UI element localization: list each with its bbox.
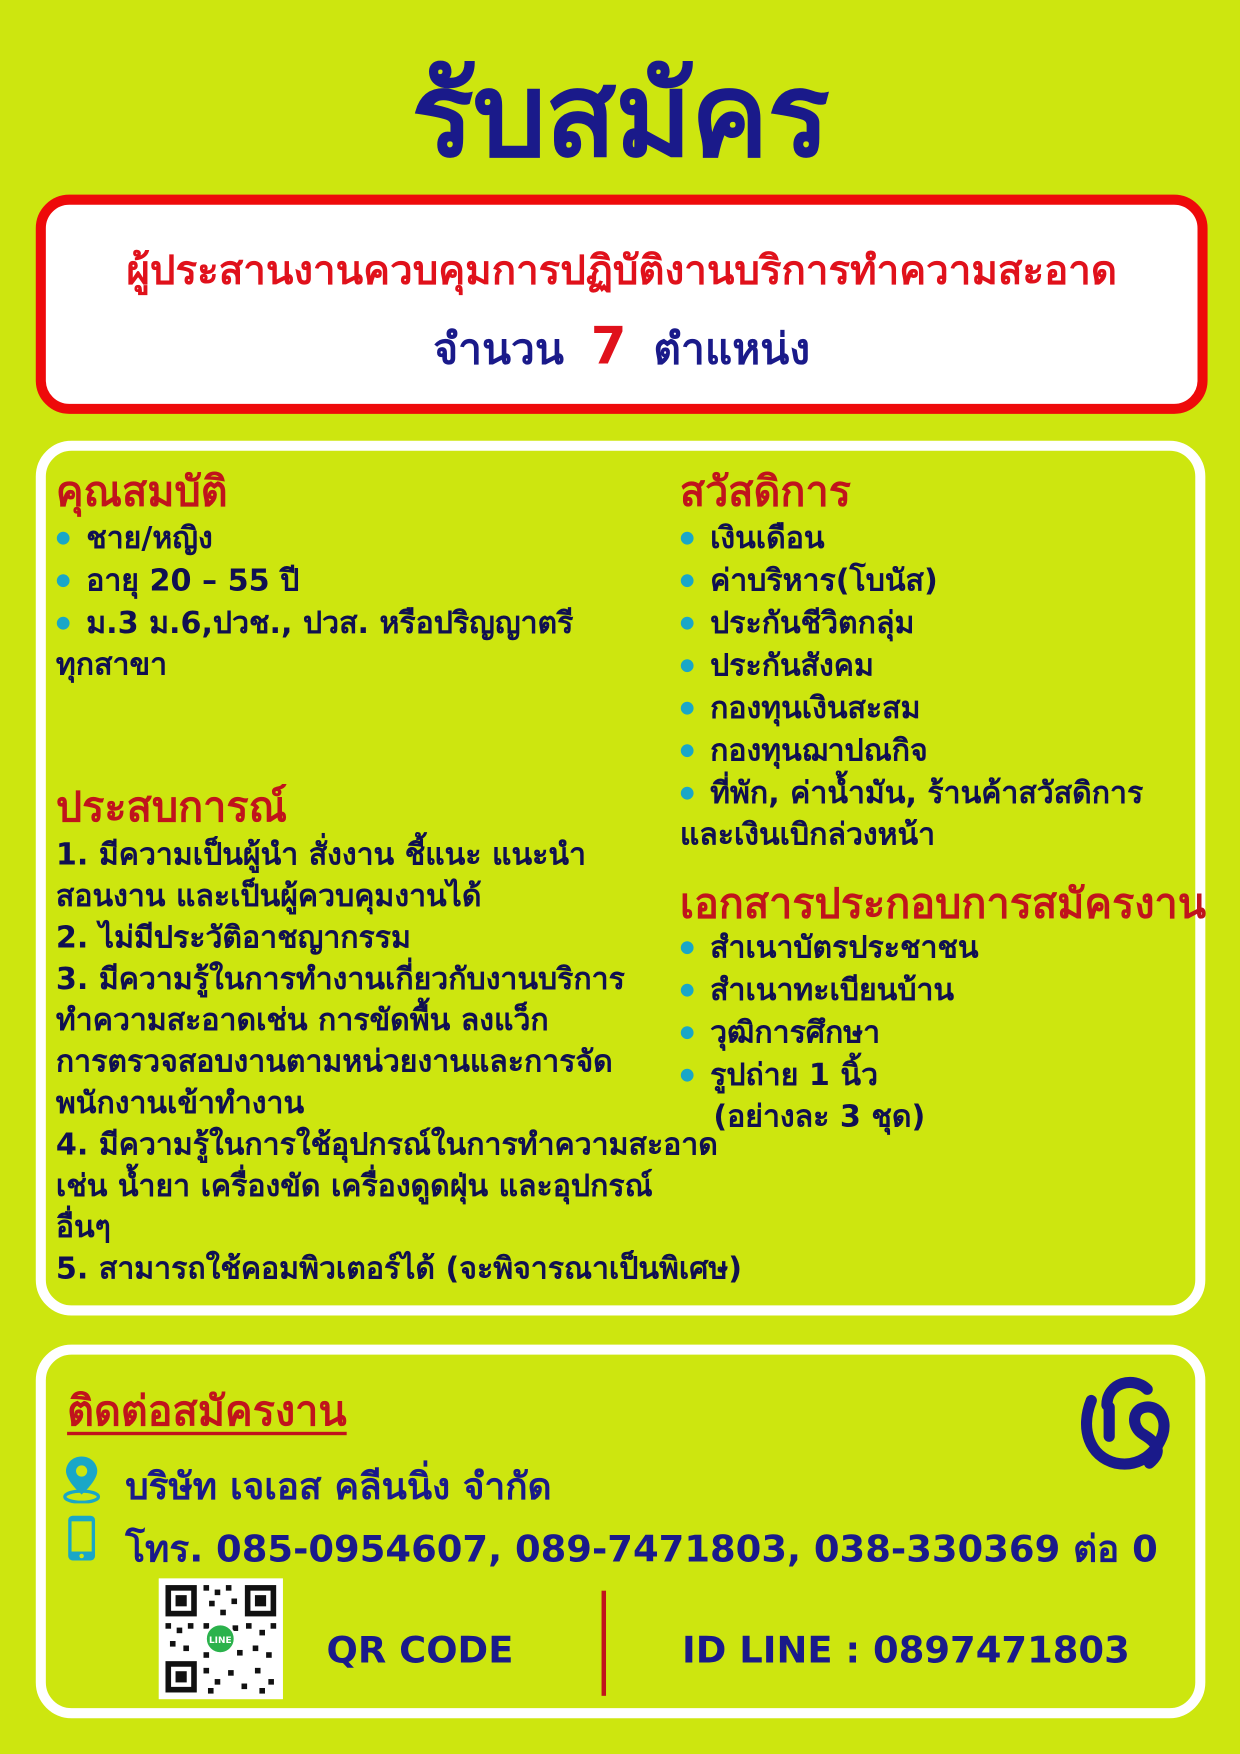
list-item: ● เงินเดือน	[680, 517, 1143, 560]
list-item-continued: ทุกสาขา	[55, 647, 168, 683]
qr-line-badge: LINE	[208, 1636, 232, 1647]
job-box	[36, 195, 1208, 414]
list-item: พนักงานเข้าทำงาน	[55, 1086, 305, 1121]
list-item: สอนงาน และเป็นผู้ควบคุมงานได้	[55, 879, 482, 914]
welfare-heading: สวัสดิการ	[679, 467, 851, 516]
qualifications-heading: คุณสมบัติ	[55, 467, 228, 516]
qualifications-list	[56, 517, 573, 686]
list-item: 2. ไม่มีประวัติอาชญากรรม	[55, 920, 411, 956]
list-item: ● สำเนาบัตรประชาชน	[680, 926, 979, 969]
job-count-prefix: จำนวน	[433, 324, 564, 374]
experience-list	[56, 834, 742, 1289]
list-item: 4. มีความรู้ในการใช้อุปกรณ์ในการทำความสะอาด	[55, 1127, 718, 1163]
welfare-list	[680, 517, 1143, 856]
company-logo	[1069, 1367, 1176, 1474]
experience-heading: ประสบการณ์	[55, 783, 288, 832]
line-id[interactable]: ID LINE : 0897471803	[682, 1627, 1130, 1672]
qr-code-label: QR CODE	[326, 1627, 514, 1672]
company-name: บริษัท เจเอส คลีนนิ่ง จำกัด	[125, 1464, 552, 1508]
list-item: ● ค่าบริหาร(โบนัส)	[680, 559, 1143, 602]
job-count-number: 7	[590, 315, 627, 376]
contact-heading: ติดต่อสมัครงาน	[67, 1387, 347, 1436]
list-item: 5. สามารถใช้คอมพิวเตอร์ได้ (จะพิจารณาเป็นพิเศษ)	[55, 1251, 743, 1287]
list-item-continued: และเงินเบิกล่วงหน้า	[679, 817, 936, 853]
documents-heading: เอกสารประกอบการสมัครงาน	[679, 879, 1207, 928]
phone-numbers[interactable]: โทร. 085-0954607, 089-7471803, 038-330369 ต่อ 0	[125, 1526, 1158, 1571]
divider	[602, 1591, 606, 1696]
list-item: ● ม.3 ม.6,ปวช., ปวส. หรือปริญญาตรี	[56, 602, 573, 645]
list-item: ● สำเนาทะเบียนบ้าน	[680, 969, 979, 1012]
list-item-continued: (อย่างละ 3 ชุด)	[713, 1099, 926, 1135]
job-count	[46, 314, 1198, 382]
list-item: ● อายุ 20 – 55 ปี	[56, 559, 573, 602]
list-item: ● ชาย/หญิง	[56, 517, 573, 560]
job-position: ผู้ประสานงานควบคุมการปฏิบัติงานบริการทำความสะอาด	[126, 248, 1118, 295]
list-item: การตรวจสอบงานตามหน่วยงานและการจัด	[55, 1044, 613, 1080]
list-item: 3. มีความรู้ในการทำงานเกี่ยวกับงานบริการ	[55, 962, 625, 997]
list-item: อื่นๆ	[55, 1210, 111, 1246]
page-title: รับสมัคร	[411, 46, 829, 184]
list-item: ● วุฒิการศึกษา	[680, 1011, 979, 1054]
list-item: ● กองทุนเงินสะสม	[680, 687, 1143, 730]
mobile-phone-icon	[67, 1515, 96, 1562]
list-item: ● รูปถ่าย 1 นิ้ว	[680, 1054, 979, 1097]
list-item: 1. มีความเป็นผู้นำ สั่งงาน ชี้แนะ แนะนำ	[55, 837, 586, 873]
list-item: ● ประกันสังคม	[680, 644, 1143, 687]
documents-list	[680, 926, 979, 1137]
list-item: ● กองทุนฌาปณกิจ	[680, 729, 1143, 772]
location-pin-icon	[63, 1454, 101, 1503]
list-item: ● ประกันชีวิตกลุ่ม	[680, 602, 1143, 645]
list-item: ● ที่พัก, ค่าน้ำมัน, ร้านค้าสวัสดิการ	[680, 772, 1143, 815]
list-item: ทำความสะอาดเช่น การขัดพื้น ลงแว็ก	[55, 1003, 549, 1039]
job-count-suffix: ตำแหน่ง	[653, 324, 811, 374]
list-item: เช่น น้ำยา เครื่องขัด เครื่องดูดฝุ่น และอุปกรณ์	[55, 1168, 653, 1204]
qr-code[interactable]	[159, 1578, 283, 1699]
